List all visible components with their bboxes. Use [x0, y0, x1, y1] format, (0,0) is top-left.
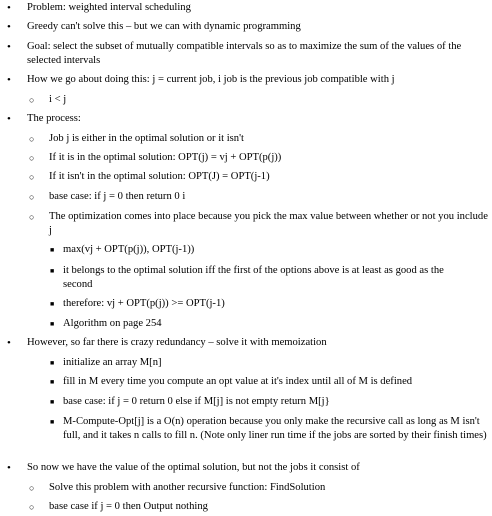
note-item: However, so far there is crazy redundancy – solve it with memoization — [27, 337, 327, 348]
bullet-circle-icon: ○ — [29, 95, 35, 105]
bullet-square-icon: ■ — [50, 267, 55, 275]
note-item: So now we have the value of the optimal solution, but not the jobs it consist of — [27, 462, 360, 473]
bullet-square-icon: ■ — [50, 418, 55, 426]
bullet-circle-icon: ○ — [29, 502, 35, 512]
bullet-square-icon: ■ — [50, 359, 55, 367]
bullet-disc-icon: • — [7, 41, 11, 53]
note-item: fill in M every time you compute an opt value at it's index until all of M is defined — [63, 376, 413, 387]
note-item: If it isn't in the optimal solution: OPT(J) = OPT(j-1) — [49, 171, 270, 182]
note-item: Problem: weighted interval scheduling — [27, 2, 191, 13]
note-item: base case: if j = 0 return 0 else if M[j] is not empty return M[j} — [63, 396, 330, 407]
note-item: max(vj + OPT(p(j)), OPT(j-1)) — [63, 244, 195, 255]
note-item: Job j is either in the optimal solution or it isn't — [49, 133, 244, 144]
bullet-circle-icon: ○ — [29, 212, 35, 222]
note-item: Goal: select the subset of mutually compatible intervals so as to maximize the sum of the values of the selected intervals — [27, 41, 462, 66]
note-item: initialize an array M[n] — [63, 357, 162, 368]
note-item: it belongs to the optimal solution iff the first of the options above is at least as good as the second — [63, 265, 444, 290]
bullet-square-icon: ■ — [50, 246, 55, 254]
note-item: i < j — [49, 94, 67, 105]
note-item: Algorithm on page 254 — [63, 318, 162, 329]
note-item: base case if j = 0 then Output nothing — [49, 501, 208, 512]
bullet-circle-icon: ○ — [29, 483, 35, 493]
bullet-circle-icon: ○ — [29, 153, 35, 163]
note-item: How we go about doing this: j = current job, i job is the previous job compatible with j — [27, 74, 395, 85]
note-item: If it is in the optimal solution: OPT(j) = vj + OPT(p(j)) — [49, 152, 282, 163]
bullet-circle-icon: ○ — [29, 192, 35, 202]
bullet-circle-icon: ○ — [29, 134, 35, 144]
bullet-square-icon: ■ — [50, 300, 55, 308]
note-item: The process: — [27, 113, 81, 124]
note-item: base case: if j = 0 then return 0 i — [49, 191, 186, 202]
bullet-circle-icon: ○ — [29, 172, 35, 182]
note-item: Greedy can't solve this – but we can with dynamic programming — [27, 21, 301, 32]
note-item: M-Compute-Opt[j] is a O(n) operation because you only make the recursive call as long as M isn't full, and it takes n calls to fill n. (Note only liner run time if the jobs are sorted by their finish times) — [63, 416, 487, 441]
bullet-disc-icon: • — [7, 74, 11, 86]
bullet-disc-icon: • — [7, 2, 11, 14]
bullet-square-icon: ■ — [50, 398, 55, 406]
bullet-disc-icon: • — [7, 21, 11, 33]
note-item: therefore: vj + OPT(p(j)) >= OPT(j-1) — [63, 298, 225, 309]
bullet-disc-icon: • — [7, 462, 11, 474]
bullet-disc-icon: • — [7, 337, 11, 349]
bullet-square-icon: ■ — [50, 320, 55, 328]
note-item: Solve this problem with another recursive function: FindSolution — [49, 482, 326, 493]
note-item: The optimization comes into place because you pick the max value between whether or not you include j — [49, 211, 488, 236]
bullet-square-icon: ■ — [50, 378, 55, 386]
bullet-disc-icon: • — [7, 113, 11, 125]
